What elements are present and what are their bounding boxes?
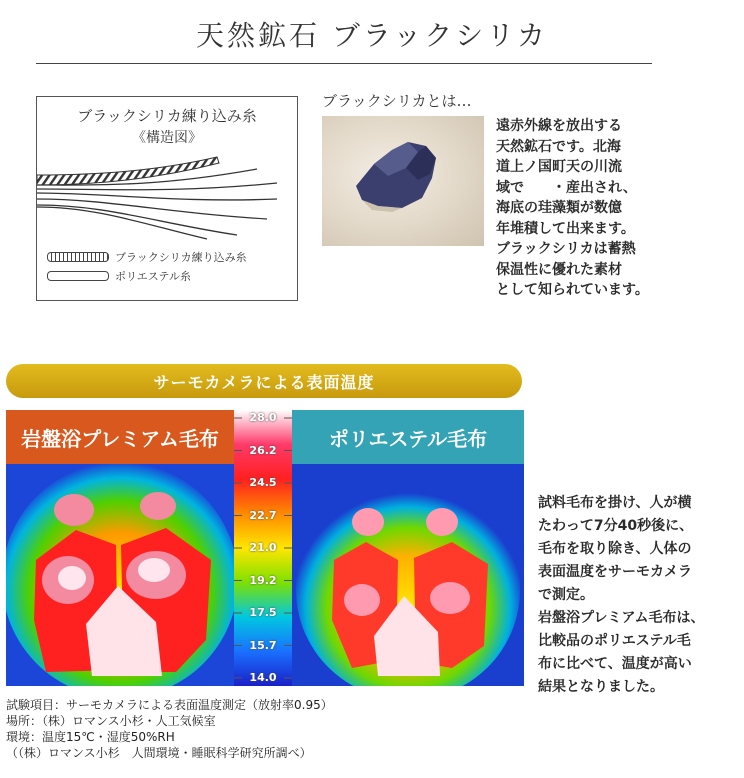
temperature-scale (234, 410, 292, 686)
legend-polyester-yarn (47, 268, 191, 284)
description-line: として知られています。 (496, 282, 649, 298)
note-line: 試験項目：サーモカメラによる表面温度測定（放射率0.95） (6, 698, 333, 712)
braided-yarn-swatch (47, 252, 109, 262)
description-line: 海底の珪藻類が数億 (496, 200, 622, 216)
silica-description (496, 116, 668, 301)
legend-label: ブラックシリカ練り込み糸 (115, 251, 247, 264)
result-line: で測定。 (538, 587, 594, 603)
diagram-title: ブラックシリカ練り込み糸 (77, 107, 257, 125)
result-line: 毛布を取り除き、人体の (538, 541, 692, 557)
result-line: たわって7分40秒後に、 (538, 518, 694, 534)
scale-tick-label: 24.5 (249, 476, 277, 489)
title-divider (36, 63, 652, 64)
scale-tick-label: 26.2 (249, 443, 277, 457)
test-notes (6, 697, 333, 761)
note-line: （（株）ロマンス小杉 人間環境・睡眠科学研究所調べ） (6, 746, 312, 760)
legend-braided-yarn (47, 249, 247, 265)
polyester-yarn-swatch (47, 271, 109, 281)
scale-tick-label: 14.0 (249, 671, 277, 684)
legend-label: ポリエステル糸 (115, 270, 192, 283)
scale-tick-label: 21.0 (249, 541, 277, 554)
thermal-image-premium-blanket (6, 410, 234, 686)
page-title: 天然鉱石 ブラックシリカ (195, 19, 549, 52)
description-line: ブラックシリカは蓄熱 (496, 241, 636, 257)
thermo-banner: サーモカメラによる表面温度 (6, 364, 522, 398)
thermal-image-polyester-blanket (292, 410, 524, 686)
result-line: 表面温度をサーモカメラ (538, 564, 692, 580)
description-line: 道上ノ国町天の川流 (496, 159, 622, 175)
description-line: 年堆積して出来ます。 (496, 220, 635, 237)
scale-tick-label: 17.5 (249, 606, 277, 619)
label-polyester-blanket: ポリエステル毛布 (292, 410, 524, 464)
scale-tick-label: 28.0 (249, 411, 277, 424)
description-line: 遠赤外線を放出する (496, 118, 622, 134)
result-description (538, 492, 738, 699)
description-line: 天然鉱石です。北海 (496, 138, 621, 155)
result-line: 比較品のポリエステル毛 (538, 633, 691, 649)
rock-icon (322, 116, 484, 246)
result-line: 布に比べて、温度が高い (538, 656, 692, 672)
structure-diagram (36, 96, 298, 301)
scale-tick-label: 19.2 (249, 573, 277, 587)
label-premium-blanket: 岩盤浴プレミアム毛布 (6, 410, 234, 464)
yarn-structure-illustration (37, 149, 296, 241)
black-silica-photo (322, 116, 484, 246)
silica-heading: ブラックシリカとは… (322, 92, 472, 110)
description-line: 保温性に優れた素材 (496, 261, 622, 278)
diagram-subtitle: 《構造図》 (132, 130, 202, 146)
result-line: 結果となりました。 (538, 679, 664, 695)
description-line: 域で ・産出され、 (496, 179, 637, 196)
note-line: 環境：温度15℃・湿度50%RH (6, 730, 175, 744)
result-line: 岩盤浴プレミアム毛布は、 (538, 610, 705, 626)
note-line: 場所：（株）ロマンス小杉・人工気候室 (6, 714, 216, 728)
scale-tick-label: 15.7 (249, 638, 277, 652)
result-line: 試料毛布を掛け、人が横 (538, 495, 692, 511)
scale-tick-label: 22.7 (249, 508, 277, 522)
